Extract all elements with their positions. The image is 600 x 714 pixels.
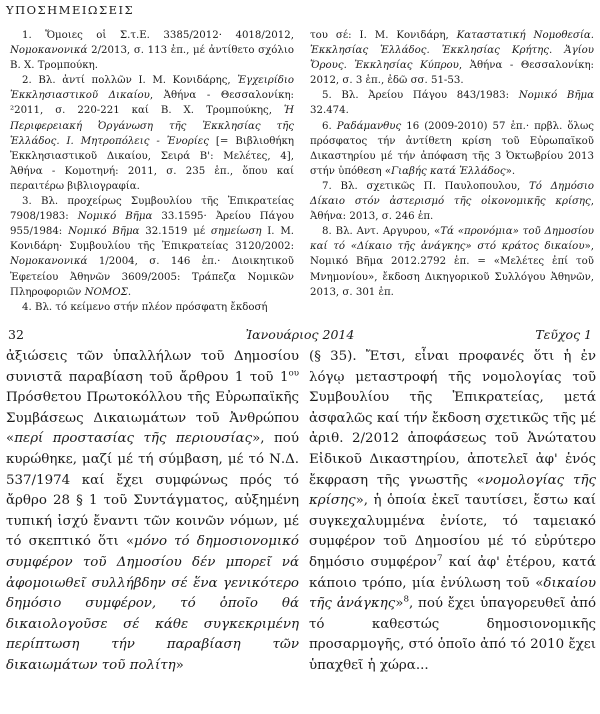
issue-date: Ἰανουάριος 2014 <box>245 327 355 342</box>
footnote-reference: 7 <box>436 553 443 564</box>
text-segment: Πρόσθετου Πρωτοκόλλου τῆς Εὐρωπαϊκῆς Συμβάσεως Δικαιωμάτων τοῦ Ἀνθρώπου « <box>6 390 299 447</box>
text-segment: Ι. Μ. Κονιδάρη· Συμβουλίου τῆς Ἐπικρατείας 3120/2002: <box>10 226 294 253</box>
footnote-reference: ου <box>288 368 299 379</box>
text-segment: 7. Βλ. σχετικῶς Π. Παυλοπουλου, <box>322 180 529 192</box>
text-segment: 16 (2009-2010) 57 ἑπ.· πρβλ. ὅλως πρόσφατος τήν ἀντίθετη κρίση τοῦ Εὐρωπαϊκοῦ Δικαστηρίου μέ τήν ἀπόφαση τῆς 3 Ὀκτωβρίου 2013 στήν ὑπόθεση « <box>310 120 594 177</box>
text-segment: », ἡ ὁποία ἐκεῖ ταυτίσει, ἔστω καί συγκεχαλυμμένα ἐνίοτε, τό ταμειακό συμφέρον τοῦ Δημοσίου μέ τό εὐρύτερο δημόσιο συμφέρον <box>309 493 596 570</box>
text-segment: Νομικό Βῆμα <box>77 211 153 223</box>
text-segment: » <box>395 596 404 612</box>
footnotes-section <box>0 28 600 318</box>
text-segment: Ἐγχειρίδιο Ἐκκλησιαστικοῦ Δικαίου <box>10 75 294 102</box>
text-segment: καί ἀφ' ἑτέρου, κατά κάποιο τρόπο, μία ἐνύλωση τοῦ « <box>309 554 596 591</box>
text-segment: (§ 35). Ἔτσι, εἶναι προφανές ὅτι ἡ ἐν λόγῳ μεταστροφή τῆς νομολογίας τοῦ Συμβουλίου τῆς Ἐπικρατείας, μετά ἀσφαλῶς καί τήν ἔκδοση σχετικῶς τῆς μέ ἀριθ. 2/2012 ἀποφάσεως τοῦ Ἀνώτατου Εἰδικοῦ Δικαστηρίου, ἀποτελεῖ ἀφ' ἑνός ἔκφραση τῆς γνωστῆς « <box>309 349 596 488</box>
footnotes-column-left <box>10 28 294 315</box>
text-segment: Νομοκανονικά <box>10 45 88 57</box>
body-paragraph <box>6 347 299 677</box>
text-segment: 8. Βλ. Αντ. Αργυρου, « <box>322 226 441 238</box>
footnote-item <box>10 300 294 315</box>
text-segment: Νομικό Βῆμα <box>518 90 594 102</box>
footnote-reference: 8 <box>403 594 409 605</box>
text-segment: 32.474. <box>310 105 349 117</box>
footnotes-column-right <box>310 28 594 300</box>
text-segment: , Ἀθήνα - Θεσσαλονίκη: 2012, σ. 3 ἑπ., ἐδῶ σσ. 51-53. <box>310 60 594 87</box>
text-segment: , Ἀθήνα: 2013, σ. 246 ἑπ. <box>310 196 594 223</box>
section-header: ΥΠΟΣΗΜΕΙΩΣΕΙΣ <box>6 3 135 17</box>
footnote-item <box>310 224 594 299</box>
text-segment: Τά «προνόμια» τοῦ Δημοσίου καί τό «Δίκαιο τῆς ἀνάγκης» στό κράτος δικαίου <box>310 226 594 253</box>
footnote-item <box>10 28 294 73</box>
main-text-column-left <box>6 347 299 677</box>
footnote-item <box>310 119 594 179</box>
text-segment: Τό Δημόσιο Δίκαιο στόν ἀστερισμό τῆς οἰκονομικῆς κρίσης <box>310 180 594 208</box>
text-segment: Καταστατική Νομοθεσία. Ἐκκλησίας Ἑλλάδος. Ἐκκλησίας Κρήτης. Ἁγίου Ὄρους. Ἐκκλησίας Κύπρου <box>310 30 594 72</box>
text-segment: 2. Βλ. ἀντί πολλῶν Ι. Μ. Κονιδάρης, <box>22 75 238 87</box>
text-segment: δικαίου τῆς ἀνάγκης <box>309 575 596 612</box>
text-segment: σημείωση <box>210 226 262 238</box>
footnote-item <box>310 88 594 118</box>
text-segment: ΝΟΜΟΣ <box>84 286 128 298</box>
text-segment: 4. Βλ. τό κείμενο στήν πλέον πρόσφατη ἔκδοσή <box>22 301 268 313</box>
text-segment: Ἡ Περιφερειακή Ὀργάνωση τῆς Ἐκκλησίας τῆς Ἑλλάδος. Ι. Μητροπόλεις - Ἐνορίες <box>10 105 294 147</box>
main-text-column-right <box>309 347 596 677</box>
text-segment: του σέ: Ι. Μ. Κονιδάρη, <box>310 30 457 41</box>
text-segment: νομολογίας τῆς κρίσης <box>309 472 596 509</box>
text-segment: . <box>127 286 132 298</box>
issue-number: Τεῦχος 1 <box>535 327 592 342</box>
text-segment: 32.1519 μέ <box>139 226 211 238</box>
footnote-item <box>10 194 294 300</box>
text-segment: Ραδάμανθυς <box>336 120 402 132</box>
footnote-item <box>310 179 594 224</box>
text-segment: 2/2013, σ. 113 ἑπ., μέ ἀντίθετο σχόλιο Β. Χ. Τρομπούκη. <box>10 45 294 72</box>
text-segment: [= Βιβλιοθήκη Ἐκκλησιαστικοῦ Δικαίου, Σειρά Β': Μελέτες, 4], Ἀθήνα - Κομοτηνή: 2011, σ. 235 ἑπ., ὅπου καί περαιτέρω βιβλιογραφία. <box>10 135 294 192</box>
text-segment: Γιαβής κατά Ἑλλάδος <box>391 165 506 177</box>
text-segment: 3. Βλ. προχείρως Συμβουλίου τῆς Ἐπικρατείας 7908/1983: <box>10 196 294 223</box>
text-segment: », Νομικό Βῆμα 2012.2792 ἑπ. = «Μελέτες ἐπί τοῦ Μνημονίου», ἔκδοση Δικηγορικοῦ Συλλόγου Ἀθηνῶν, 2013, σ. 301 ἑπ. <box>310 241 594 298</box>
text-segment: » <box>175 657 184 673</box>
page-running-header <box>8 327 592 345</box>
page-number: 32 <box>8 327 24 342</box>
text-segment: μόνο τό δημοσιονομικό συμφέρον τοῦ Δημοσίου δέν μπορεῖ νά ἀφομοιωθεῖ συλλήβδην σέ ἕνα γενικότερο δημόσιο συμφέρον, τό ὁποῖο θά δικαιολογοῦσε σέ κάθε συγκεκριμένη περίπτωση τήν παραβίαση τῶν δικαιωμάτων τοῦ πολίτη <box>6 534 299 673</box>
text-segment: Νομοκανονικά <box>10 256 88 268</box>
text-segment: ἀξιώσεις τῶν ὑπαλλήλων τοῦ Δημοσίου συνιστᾶ παραβίαση τοῦ ἄρθρου 1 τοῦ 1 <box>6 349 299 385</box>
text-segment: 6. <box>322 120 337 132</box>
text-segment: , πού ἔχει ὑπαγορευθεῖ ἀπό τό καθεστώς δημοσιονομικῆς προσαρμογῆς, στό ὁποῖο ἀπό τό 2010 ἔχει ὑπαχθεῖ ἡ χώρα... <box>309 596 597 673</box>
text-segment: 5. Βλ. Ἀρείου Πάγου 843/1983: <box>322 90 519 102</box>
text-segment: , Ἀθήνα - Θεσσαλονίκη: ²2011, σ. 220-221 καί Β. Χ. Τρομπούκης, <box>10 90 294 117</box>
body-paragraph <box>309 347 596 677</box>
text-segment: ». <box>505 165 516 177</box>
text-segment: », πού κυρώθηκε, μαζί μέ τή σύμβαση, μέ τό Ν.Δ. 537/1974 καί ἔχει συμφώνως πρός τό ἄρθρο 28 § 1 τοῦ Συντάγματος, αὐξημένη τυπική ἰσχύ ἔναντι τῶν κοινῶν νόμων, μέ τό σκεπτικό ὅτι « <box>6 431 299 550</box>
text-segment: Νομικό Βῆμα <box>68 226 140 238</box>
footnote-item <box>10 73 294 194</box>
main-text-section <box>0 347 600 714</box>
text-segment: 1. Ὅμοιες οἱ Σ.τ.Ε. 3385/2012· 4018/2012, <box>22 30 294 41</box>
text-segment: περί προστασίας τῆς περιουσίας <box>14 431 253 447</box>
text-segment: 33.1595· Ἀρείου Πάγου 955/1984: <box>10 211 294 238</box>
footnote-item <box>310 28 594 88</box>
text-segment: 1/2004, σ. 146 ἑπ.· Διοικητικοῦ Ἐφετείου Ἀθηνῶν 3609/2005: Τράπεζα Νομικῶν Πληροφοριῶν <box>10 256 294 298</box>
